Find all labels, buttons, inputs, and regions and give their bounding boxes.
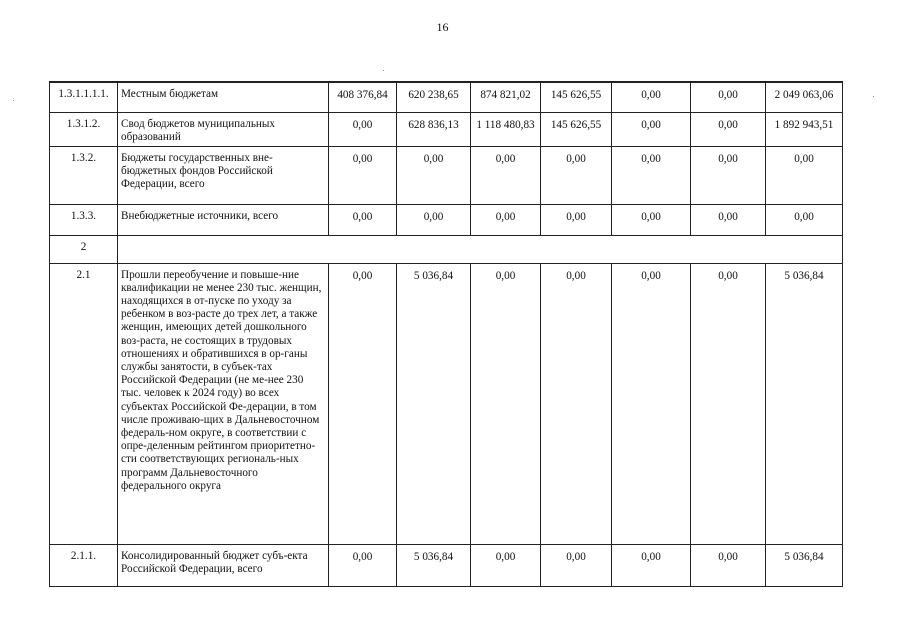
value-cell: 0,00 — [691, 112, 766, 146]
row-code: 1.3.3. — [50, 204, 118, 235]
value-cell: 0,00 — [541, 146, 612, 204]
table-row — [50, 112, 843, 146]
value-cell: 0,00 — [612, 263, 691, 544]
value-cell: 5 036,84 — [766, 263, 843, 544]
value-cell: 0,00 — [612, 82, 691, 112]
table-row — [50, 82, 843, 112]
budget-table — [49, 81, 843, 587]
value-cell: 0,00 — [612, 112, 691, 146]
value-cell: 628 836,13 — [397, 112, 471, 146]
value-cell: 0,00 — [541, 544, 612, 586]
value-cell: 0,00 — [691, 544, 766, 586]
section-code: 2 — [50, 235, 118, 263]
section-header-cell — [118, 235, 843, 263]
table-row — [50, 263, 843, 544]
value-cell: 0,00 — [691, 263, 766, 544]
scan-speck — [873, 96, 874, 97]
row-code: 2.1.1. — [50, 544, 118, 586]
row-description: Прошли переобучение и повыше-ние квалификации не менее 230 тыс. женщин, находящихся в от-пуске по уходу за ребенком в воз-расте до трех лет, а также женщин, имеющих детей дошкольного воз-раста, не состоящих в трудовых отношениях и обратившихся в ор-ганы службы занятости, в субъек-тах Российской Федерации (не ме-нее 230 тыс. человек к 2024 году) во всех субъектах Российской Фе-дерации, в том числе проживаю-щих в Дальневосточном федераль-ном округе, в соответствии с опре-деленным рейтингом приоритетно-сти соответствующих региональ-ных программ Дальневосточного федерального округа — [118, 263, 329, 544]
row-description: Бюджеты государственных вне-бюджетных фондов Российской Федерации, всего — [118, 146, 329, 204]
value-cell: 0,00 — [397, 204, 471, 235]
value-cell: 0,00 — [329, 263, 397, 544]
value-cell: 0,00 — [329, 112, 397, 146]
value-cell: 145 626,55 — [541, 112, 612, 146]
row-description: Внебюджетные источники, всего — [118, 204, 329, 235]
value-cell: 0,00 — [691, 82, 766, 112]
value-cell: 620 238,65 — [397, 82, 471, 112]
row-description: Свод бюджетов муниципальных образований — [118, 112, 329, 146]
value-cell: 0,00 — [691, 204, 766, 235]
value-cell: 0,00 — [612, 146, 691, 204]
value-cell: 0,00 — [471, 204, 541, 235]
table-row — [50, 544, 843, 586]
value-cell: 2 049 063,06 — [766, 82, 843, 112]
value-cell: 0,00 — [329, 544, 397, 586]
scan-speck — [13, 100, 14, 101]
row-code: 1.3.2. — [50, 146, 118, 204]
row-code: 2.1 — [50, 263, 118, 544]
value-cell: 0,00 — [397, 146, 471, 204]
value-cell: 145 626,55 — [541, 82, 612, 112]
value-cell: 0,00 — [691, 146, 766, 204]
row-description: Местным бюджетам — [118, 82, 329, 112]
value-cell: 0,00 — [766, 204, 843, 235]
value-cell: 0,00 — [329, 204, 397, 235]
value-cell: 1 118 480,83 — [471, 112, 541, 146]
value-cell: 874 821,02 — [471, 82, 541, 112]
value-cell: 0,00 — [612, 544, 691, 586]
table-row — [50, 146, 843, 204]
row-code: 1.3.1.1.1.1. — [50, 82, 118, 112]
value-cell: 0,00 — [471, 263, 541, 544]
value-cell: 0,00 — [471, 146, 541, 204]
value-cell: 0,00 — [766, 146, 843, 204]
value-cell: 0,00 — [471, 544, 541, 586]
value-cell: 0,00 — [329, 146, 397, 204]
value-cell: 5 036,84 — [397, 544, 471, 586]
table-row — [50, 204, 843, 235]
scan-speck — [383, 70, 384, 71]
page-number: 16 — [436, 20, 449, 34]
value-cell: 0,00 — [541, 263, 612, 544]
row-code: 1.3.1.2. — [50, 112, 118, 146]
value-cell: 1 892 943,51 — [766, 112, 843, 146]
row-description: Консолидированный бюджет субъ-екта Российской Федерации, всего — [118, 544, 329, 586]
table-row — [50, 235, 843, 263]
value-cell: 5 036,84 — [766, 544, 843, 586]
value-cell: 408 376,84 — [329, 82, 397, 112]
value-cell: 5 036,84 — [397, 263, 471, 544]
value-cell: 0,00 — [541, 204, 612, 235]
value-cell: 0,00 — [612, 204, 691, 235]
